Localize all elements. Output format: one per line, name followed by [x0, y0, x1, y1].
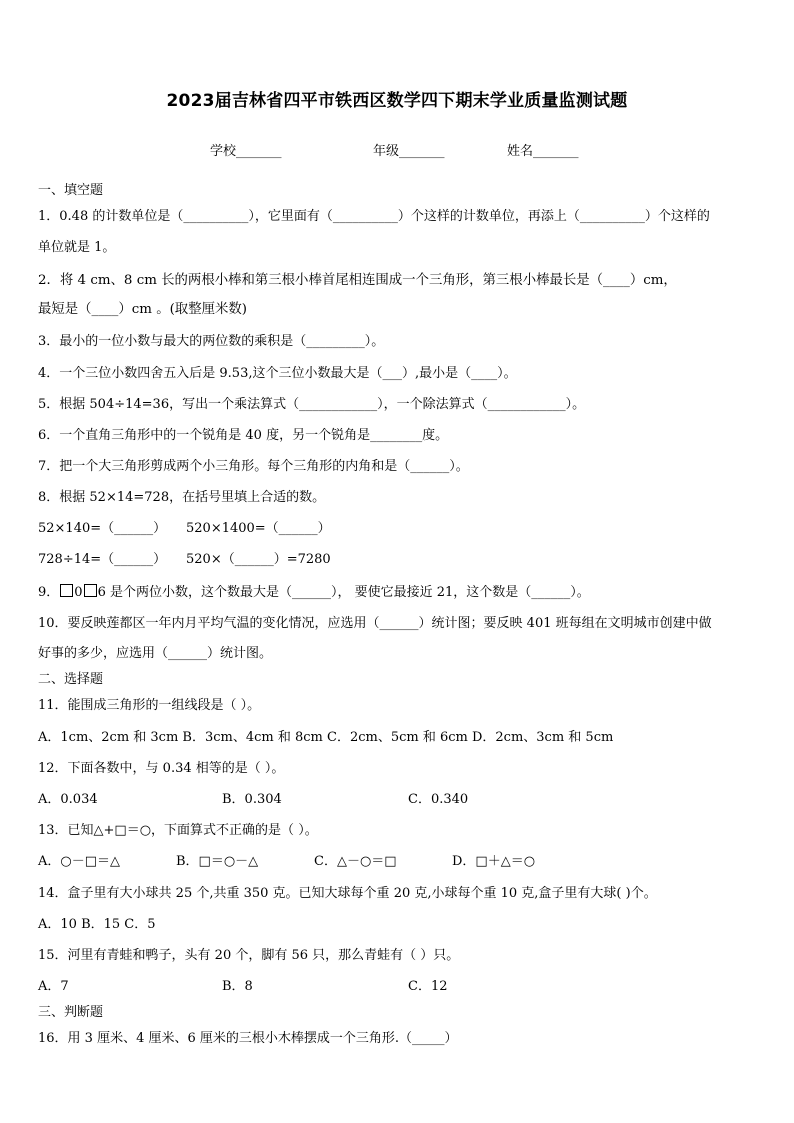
section-fill-heading: 一、填空题 [38, 183, 104, 198]
question-7: 7．把一个大三角形剪成两个小三角形。每个三角形的内角和是（______）。 [38, 459, 469, 474]
question-10-line-2: 好事的多少，应选用（______）统计图。 [38, 646, 273, 661]
page-title: 2023届吉林省四平市铁西区数学四下期末学业质量监测试题 [166, 91, 628, 111]
question-9-prefix: 9． [38, 585, 60, 600]
section-judge-heading: 三、判断题 [38, 1005, 104, 1020]
question-8-item-d: 520×（______）=7280 [186, 552, 331, 567]
school-field: 学校_______ [210, 144, 282, 159]
question-14-options: A．10 B．15 C．5 [38, 917, 156, 932]
question-9-suffix: 6 是个两位小数，这个数最大是（______）， 要使它最接近 21，这个数是（______）。 [97, 585, 590, 600]
question-8-item-a: 52×140=（______） [38, 521, 167, 536]
question-12-option-b: B．0.304 [222, 792, 282, 807]
blank-box-icon [60, 584, 73, 597]
question-5: 5．根据 504÷14=36，写出一个乘法算式（____________），一个除法算式（____________）。 [38, 397, 586, 412]
question-9 [38, 584, 758, 601]
question-10-line-1: 10．要反映莲都区一年内月平均气温的变化情况，应选用（______）统计图；要反映 401 班每组在文明城市创建中做 [38, 616, 712, 631]
question-12-option-a: A．0.034 [38, 792, 98, 807]
grade-field: 年级_______ [373, 144, 445, 159]
question-15-option-c: C．12 [408, 979, 448, 994]
question-1-line-1: 1．0.48 的计数单位是（__________），它里面有（__________）个这样的计数单位，再添上（__________）个这样的 [38, 209, 710, 224]
question-8-item-b: 520×1400=（______） [186, 521, 331, 536]
question-11-options: A．1cm、2cm 和 3cm B．3cm、4cm 和 8cm C．2cm、5cm 和 6cm D．2cm、3cm 和 5cm [38, 730, 614, 745]
blank-box-icon [84, 584, 97, 597]
question-2-line-1: 2．将 4 cm、8 cm 长的两根小棒和第三根小棒首尾相连围成一个三角形，第三根小棒最长是（____）cm， [38, 273, 677, 288]
question-13-option-c: C．△－○＝□ [314, 854, 397, 869]
section-choice-heading: 二、选择题 [38, 672, 104, 687]
question-16: 16．用 3 厘米、4 厘米、6 厘米的三根小木棒摆成一个三角形.（_____） [38, 1031, 458, 1046]
question-1-line-2: 单位就是 1。 [38, 240, 116, 255]
question-15-stem: 15．河里有青蛙和鸭子，头有 20 个，脚有 56 只，那么青蛙有（ ）只。 [38, 948, 460, 963]
question-12-stem: 12．下面各数中，与 0.34 相等的是（ ）。 [38, 761, 285, 776]
question-13-stem: 13．已知△+□＝○，下面算式不正确的是（ ）。 [38, 823, 318, 838]
question-6: 6．一个直角三角形中的一个锐角是 40 度，另一个锐角是________度。 [38, 428, 449, 443]
question-2-line-2: 最短是（____）cm 。(取整厘米数) [38, 302, 247, 317]
question-8-stem: 8．根据 52×14=728，在括号里填上合适的数。 [38, 490, 326, 505]
question-9-mid: 0 [74, 585, 83, 600]
question-13-option-b: B．□＝○－△ [176, 854, 259, 869]
question-13-option-d: D．□＋△＝○ [452, 854, 536, 869]
question-12-option-c: C．0.340 [408, 792, 469, 807]
name-field: 姓名_______ [507, 144, 579, 159]
question-4: 4．一个三位小数四舍五入后是 9.53,这个三位小数最大是（___）,最小是（____）。 [38, 366, 517, 381]
question-11-stem: 11．能围成三角形的一组线段是（ ）。 [38, 698, 261, 713]
question-15-option-b: B．8 [222, 979, 253, 994]
question-15-option-a: A．7 [38, 979, 69, 994]
question-3: 3．最小的一位小数与最大的两位数的乘积是（_________）。 [38, 334, 385, 349]
question-13-option-a: A．○－□＝△ [38, 854, 121, 869]
question-14-stem: 14．盒子里有大小球共 25 个,共重 350 克。已知大球每个重 20 克,小球每个重 10 克,盒子里有大球( )个。 [38, 886, 657, 901]
question-8-item-c: 728÷14=（______） [38, 552, 167, 567]
